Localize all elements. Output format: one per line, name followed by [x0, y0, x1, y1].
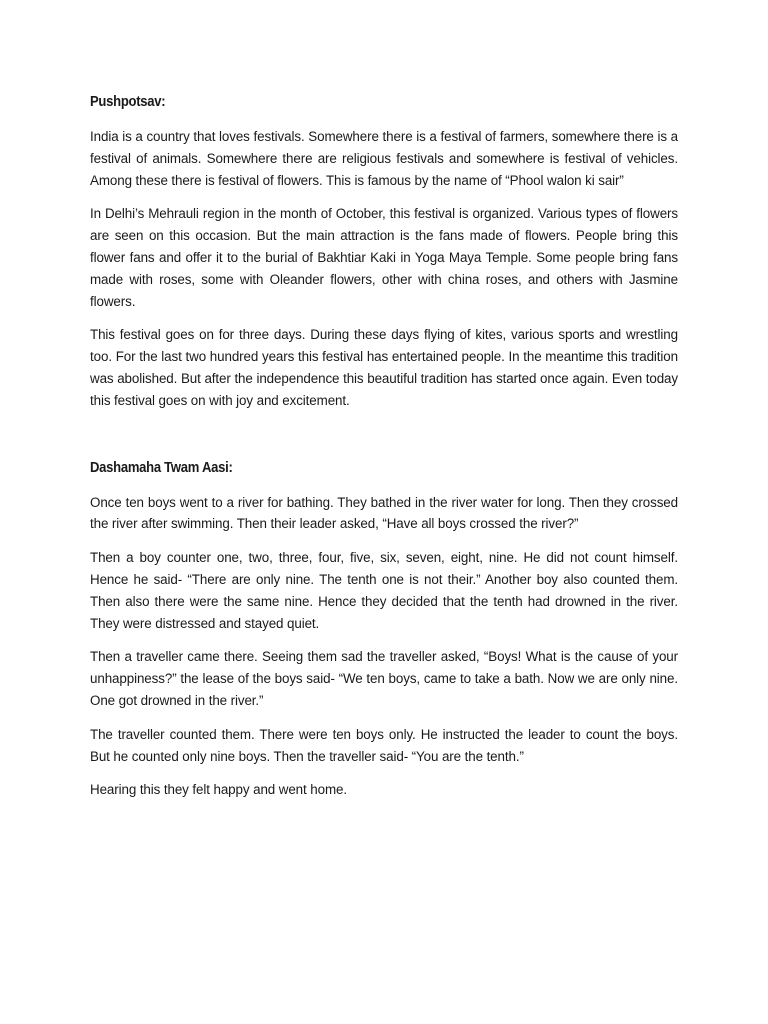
paragraph: Once ten boys went to a river for bathing. They bathed in the river water for long. Then they crossed the river after swimming. Then their leader asked, “Have all boys crossed the river?” — [90, 494, 678, 532]
paragraph: In Delhi’s Mehrauli region in the month of October, this festival is organized. Various types of flowers are seen on this occasion. But the main attraction is the fans made of flowers. People bring this flower fans and offer it to the burial of Bakhtiar Kaki in Yoga Maya Temple. Some people bring fans made with roses, some with Oleander flowers, other with china roses, and others with Jasmine flowers. — [90, 206, 678, 309]
section-dashamaha — [90, 458, 678, 802]
paragraph: Then a traveller came there. Seeing them sad the traveller asked, “Boys! What is the cause of your unhappiness?” the lease of the boys said- “We ten boys, came to take a bath. Now we are only nine. One got drowned in the river.” — [90, 649, 678, 708]
paragraph: India is a country that loves festivals. Somewhere there is a festival of farmers, somewhere there is a festival of animals. Somewhere there are religious festivals and somewhere is festival of vehicles. Among these there is festival of flowers. This is famous by the name of “Phool walon ki sair” — [90, 129, 678, 188]
section-spacer — [90, 424, 678, 458]
section-heading: Pushpotsav: — [90, 94, 166, 110]
document-page — [90, 92, 678, 813]
section-heading: Dashamaha Twam Aasi: — [90, 459, 233, 476]
paragraph: The traveller counted them. There were ten boys only. He instructed the leader to count the boys. But he counted only nine boys. Then the traveller said- “You are the tenth.” — [90, 726, 678, 764]
paragraph: This festival goes on for three days. During these days flying of kites, various sports and wrestling too. For the last two hundred years this festival has entertained people. In the meantime this tradition was abolished. But after the independence this beautiful tradition has started once again. Even today this festival goes on with joy and excitement. — [90, 327, 678, 408]
section-pushpotsav — [90, 92, 678, 412]
paragraph: Hearing this they felt happy and went home. — [90, 782, 347, 798]
paragraph: Then a boy counter one, two, three, four, five, six, seven, eight, nine. He did not count himself. Hence he said- “There are only nine. The tenth one is not their.” Another boy also counted them. Then also there were the same nine. Hence they decided that the tenth had drowned in the river. They were distressed and stayed quiet. — [90, 550, 678, 631]
